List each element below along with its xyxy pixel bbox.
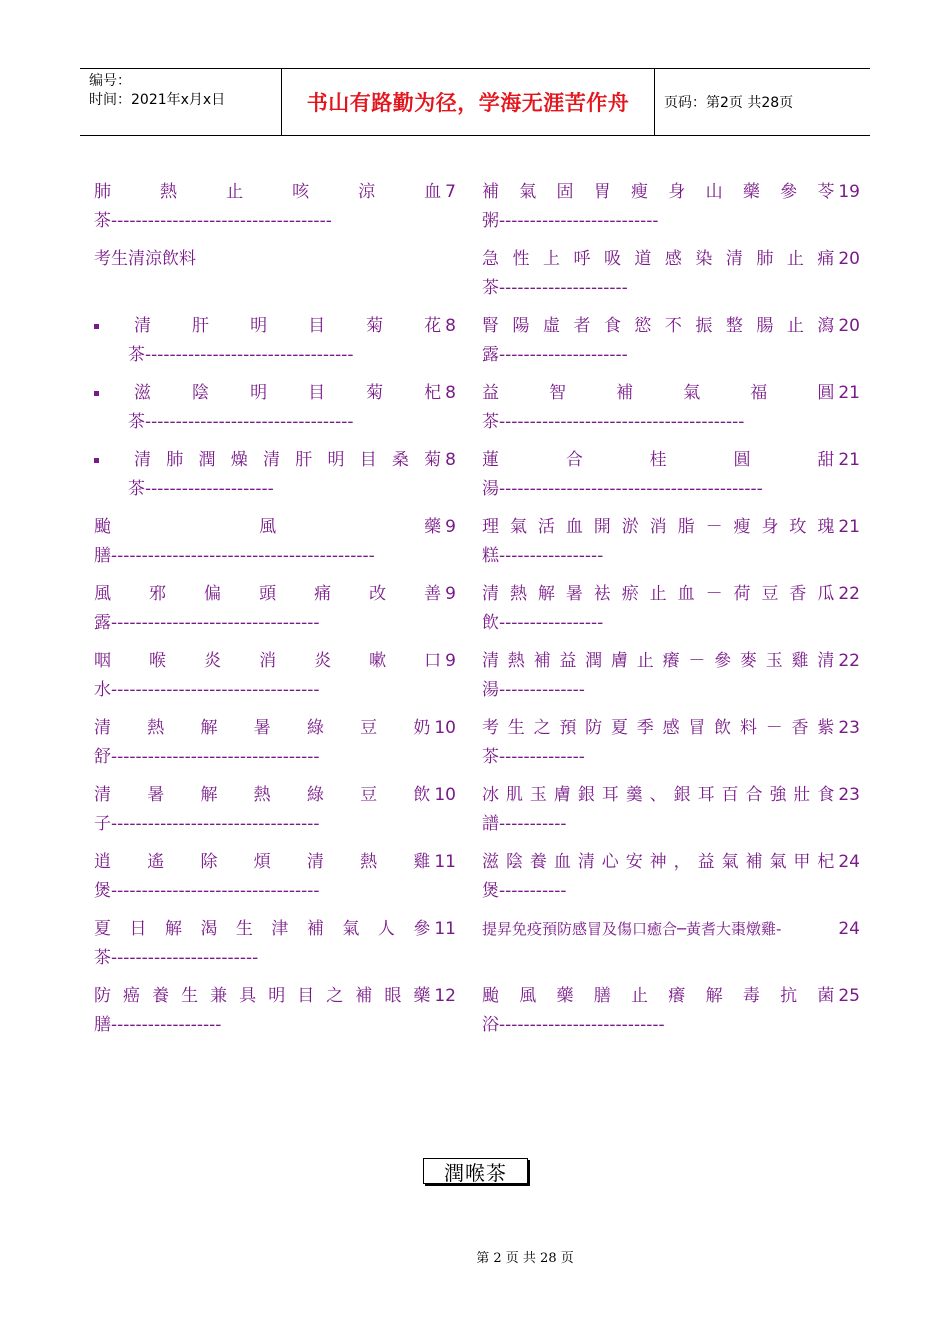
toc-entry-continuation: 茶------------------------------------	[94, 211, 332, 231]
header-motto-cell	[282, 69, 655, 135]
toc-entry-title-line	[482, 312, 860, 341]
toc-entry-title: 夏日解渴生津補氣人參	[94, 919, 431, 939]
toc-entry-title-line	[94, 446, 456, 475]
toc-entry[interactable]	[482, 513, 860, 580]
toc-entry-title-line	[482, 178, 860, 207]
toc-entry[interactable]	[94, 245, 456, 312]
toc-entry-title: 風邪偏頭痛改善	[94, 584, 442, 604]
toc-entry-title: 急性上呼吸道感染清肺止痛	[482, 249, 835, 269]
toc-entry-title: 補氣固胃瘦身山藥參苓	[482, 182, 835, 202]
toc-left-column	[94, 178, 456, 1049]
toc-entry-title-line	[482, 446, 860, 475]
toc-entry[interactable]	[482, 915, 860, 982]
toc-entry-title: 理氣活血開淤消脂－瘦身玫瑰	[482, 517, 835, 537]
toc-entry-title-line	[482, 848, 860, 877]
bullet-icon	[94, 458, 99, 463]
toc-entry-title: 冰肌玉膚銀耳羹、銀耳百合強壯食	[482, 785, 835, 805]
toc-entry-page: 9	[445, 517, 456, 537]
toc-entry-title-line	[94, 245, 456, 274]
toc-entry-continuation: 浴---------------------------	[482, 1015, 665, 1035]
header-page-info: 页码：第2页 共28页	[664, 95, 794, 111]
toc-entry-title: 颱風藥膳止癢解毒抗菌	[482, 986, 835, 1006]
toc-entry-continuation: 茶----------------------------------------	[482, 412, 745, 432]
toc-entry-continuation: 湯-------------------------------------------	[482, 479, 763, 499]
toc-entry[interactable]	[94, 647, 456, 714]
toc-entry-title-line	[94, 178, 456, 207]
toc-entry[interactable]	[482, 379, 860, 446]
toc-entry-page: 12	[434, 986, 456, 1006]
toc-entry[interactable]	[482, 982, 860, 1049]
section-title: 潤喉茶	[423, 1158, 528, 1184]
toc-entry-page: 10	[434, 718, 456, 738]
header-page-info-cell	[655, 69, 870, 135]
toc-entry[interactable]	[94, 312, 456, 379]
toc-entry[interactable]	[482, 178, 860, 245]
toc-entry-continuation: 水----------------------------------	[94, 680, 320, 700]
toc-entry-title-line	[482, 580, 860, 609]
toc-entry-title-line	[94, 714, 456, 743]
toc-entry-title: 蓮合桂圓甜	[482, 450, 835, 470]
toc-entry-title: 益智補氣福圓	[482, 383, 835, 403]
toc-entry-page: 10	[434, 785, 456, 805]
table-of-contents	[94, 178, 860, 1049]
toc-entry-page: 24	[838, 919, 860, 939]
toc-entry[interactable]	[94, 580, 456, 647]
toc-entry-title-line	[482, 915, 860, 944]
number-label: 编号：	[89, 73, 131, 89]
toc-entry[interactable]	[94, 848, 456, 915]
toc-entry-title: 逍遙除煩清熱雞	[94, 852, 431, 872]
toc-entry-page: 11	[434, 919, 456, 939]
toc-entry-title-line	[94, 982, 456, 1011]
toc-entry-title: 清熱解暑袪瘀止血－荷豆香瓜	[482, 584, 835, 604]
toc-entry-continuation: 譜-----------	[482, 814, 567, 834]
toc-entry-title-line	[482, 379, 860, 408]
toc-entry-continuation: 舒----------------------------------	[94, 747, 320, 767]
toc-right-column	[482, 178, 860, 1049]
toc-entry-page: 21	[838, 450, 860, 470]
toc-entry-page: 19	[838, 182, 860, 202]
toc-entry-continuation: 煲-----------	[482, 881, 567, 901]
toc-entry-continuation: 茶----------------------------------	[128, 345, 354, 365]
toc-entry-page: 25	[838, 986, 860, 1006]
toc-entry-continuation: 茶---------------------	[482, 278, 628, 298]
toc-entry-continuation: 煲----------------------------------	[94, 881, 320, 901]
toc-entry-title: 提昇免疫預防感冒及傷口癒合─黃耆大棗燉雞-	[482, 920, 782, 938]
header-motto: 书山有路勤为径，学海无涯苦作舟	[306, 91, 630, 115]
toc-entry-continuation: 粥--------------------------	[482, 211, 659, 231]
toc-entry-title: 腎陽虛者食慾不振整腸止瀉	[482, 316, 835, 336]
toc-entry-page: 22	[838, 584, 860, 604]
toc-entry-continuation: 茶--------------	[482, 747, 585, 767]
toc-entry[interactable]	[482, 312, 860, 379]
toc-entry-title: 清熱解暑綠豆奶	[94, 718, 431, 738]
toc-entry-title-line	[482, 781, 860, 810]
toc-entry-page: 22	[838, 651, 860, 671]
toc-entry-page: 9	[445, 651, 456, 671]
toc-entry-title-line	[94, 580, 456, 609]
toc-entry-page: 20	[838, 249, 860, 269]
toc-entry[interactable]	[94, 781, 456, 848]
bullet-icon	[94, 324, 99, 329]
toc-entry-title-line	[482, 647, 860, 676]
toc-entry-title: 肺熱止咳涼血	[94, 182, 442, 202]
toc-entry-continuation: 茶----------------------------------	[128, 412, 354, 432]
toc-entry-page: 8	[445, 316, 456, 336]
toc-entry-title-line	[94, 379, 456, 408]
toc-entry-title-line	[94, 647, 456, 676]
toc-entry-continuation: 飲-----------------	[482, 613, 604, 633]
toc-entry[interactable]	[482, 781, 860, 848]
toc-entry[interactable]	[94, 982, 456, 1049]
toc-entry-page: 21	[838, 383, 860, 403]
toc-entry-page: 23	[838, 718, 860, 738]
toc-entry-page: 23	[838, 785, 860, 805]
toc-entry-page: 20	[838, 316, 860, 336]
toc-entry-page: 24	[838, 852, 860, 872]
toc-entry-title: 清肝明目菊花	[134, 316, 442, 336]
toc-entry[interactable]	[482, 848, 860, 915]
toc-entry-continuation: 茶---------------------	[128, 479, 274, 499]
toc-entry-title: 考生之預防夏季感冒飲料－香紫	[482, 718, 835, 738]
toc-entry-title-line	[94, 915, 456, 944]
toc-entry-title: 滋陰養血清心安神，益氣補氣甲杞	[482, 852, 835, 872]
toc-entry-continuation: 子----------------------------------	[94, 814, 320, 834]
page-footer: 第 2 页 共 28 页	[476, 1251, 574, 1266]
toc-entry-continuation: 糕-----------------	[482, 546, 604, 566]
toc-entry-continuation: 露---------------------	[482, 345, 628, 365]
toc-entry-title: 清肺潤燥清肝明目桑菊	[134, 450, 442, 470]
toc-entry-title-line	[482, 714, 860, 743]
toc-entry-title-line	[94, 312, 456, 341]
toc-entry-continuation: 膳-------------------------------------------	[94, 546, 375, 566]
toc-entry[interactable]	[482, 245, 860, 312]
toc-entry[interactable]	[482, 446, 860, 513]
toc-entry-title-line	[482, 245, 860, 274]
toc-entry-page: 8	[445, 383, 456, 403]
toc-entry[interactable]	[94, 915, 456, 982]
toc-entry-title: 清暑解熱綠豆飲	[94, 785, 431, 805]
toc-entry-continuation: 膳------------------	[94, 1015, 222, 1035]
header-meta	[80, 69, 282, 135]
toc-entry-title: 颱風藥	[94, 517, 442, 537]
page-header	[80, 68, 870, 136]
toc-entry[interactable]	[94, 513, 456, 580]
toc-entry-title-line	[94, 781, 456, 810]
toc-entry[interactable]	[482, 647, 860, 714]
toc-entry-continuation: 露----------------------------------	[94, 613, 320, 633]
toc-entry-title-line	[94, 513, 456, 542]
toc-entry-page: 9	[445, 584, 456, 604]
toc-entry-continuation: 茶------------------------	[94, 948, 259, 968]
toc-entry[interactable]	[94, 714, 456, 781]
toc-entry[interactable]	[482, 580, 860, 647]
toc-entry-page: 21	[838, 517, 860, 537]
toc-entry[interactable]	[482, 714, 860, 781]
toc-entry-title: 滋陰明目菊杞	[134, 383, 442, 403]
toc-entry[interactable]	[94, 379, 456, 446]
toc-entry-page: 8	[445, 450, 456, 470]
toc-entry-title-line	[482, 513, 860, 542]
toc-entry-title-line	[482, 982, 860, 1011]
toc-entry-page: 11	[434, 852, 456, 872]
toc-entry-title: 咽喉炎消炎嗽口	[94, 651, 442, 671]
bullet-icon	[94, 391, 99, 396]
toc-entry-page: 7	[445, 182, 456, 202]
toc-entry-continuation: 湯--------------	[482, 680, 585, 700]
time-label: 时间：2021年x月x日	[89, 92, 226, 108]
toc-entry-title: 考生清涼飲料	[94, 249, 196, 269]
toc-entry[interactable]	[94, 178, 456, 245]
toc-entry-title: 防癌養生兼具明目之補眼藥	[94, 986, 431, 1006]
toc-entry-title: 清熱補益潤膚止癢－參麥玉雞清	[482, 651, 835, 671]
toc-entry-title-line	[94, 848, 456, 877]
toc-entry[interactable]	[94, 446, 456, 513]
